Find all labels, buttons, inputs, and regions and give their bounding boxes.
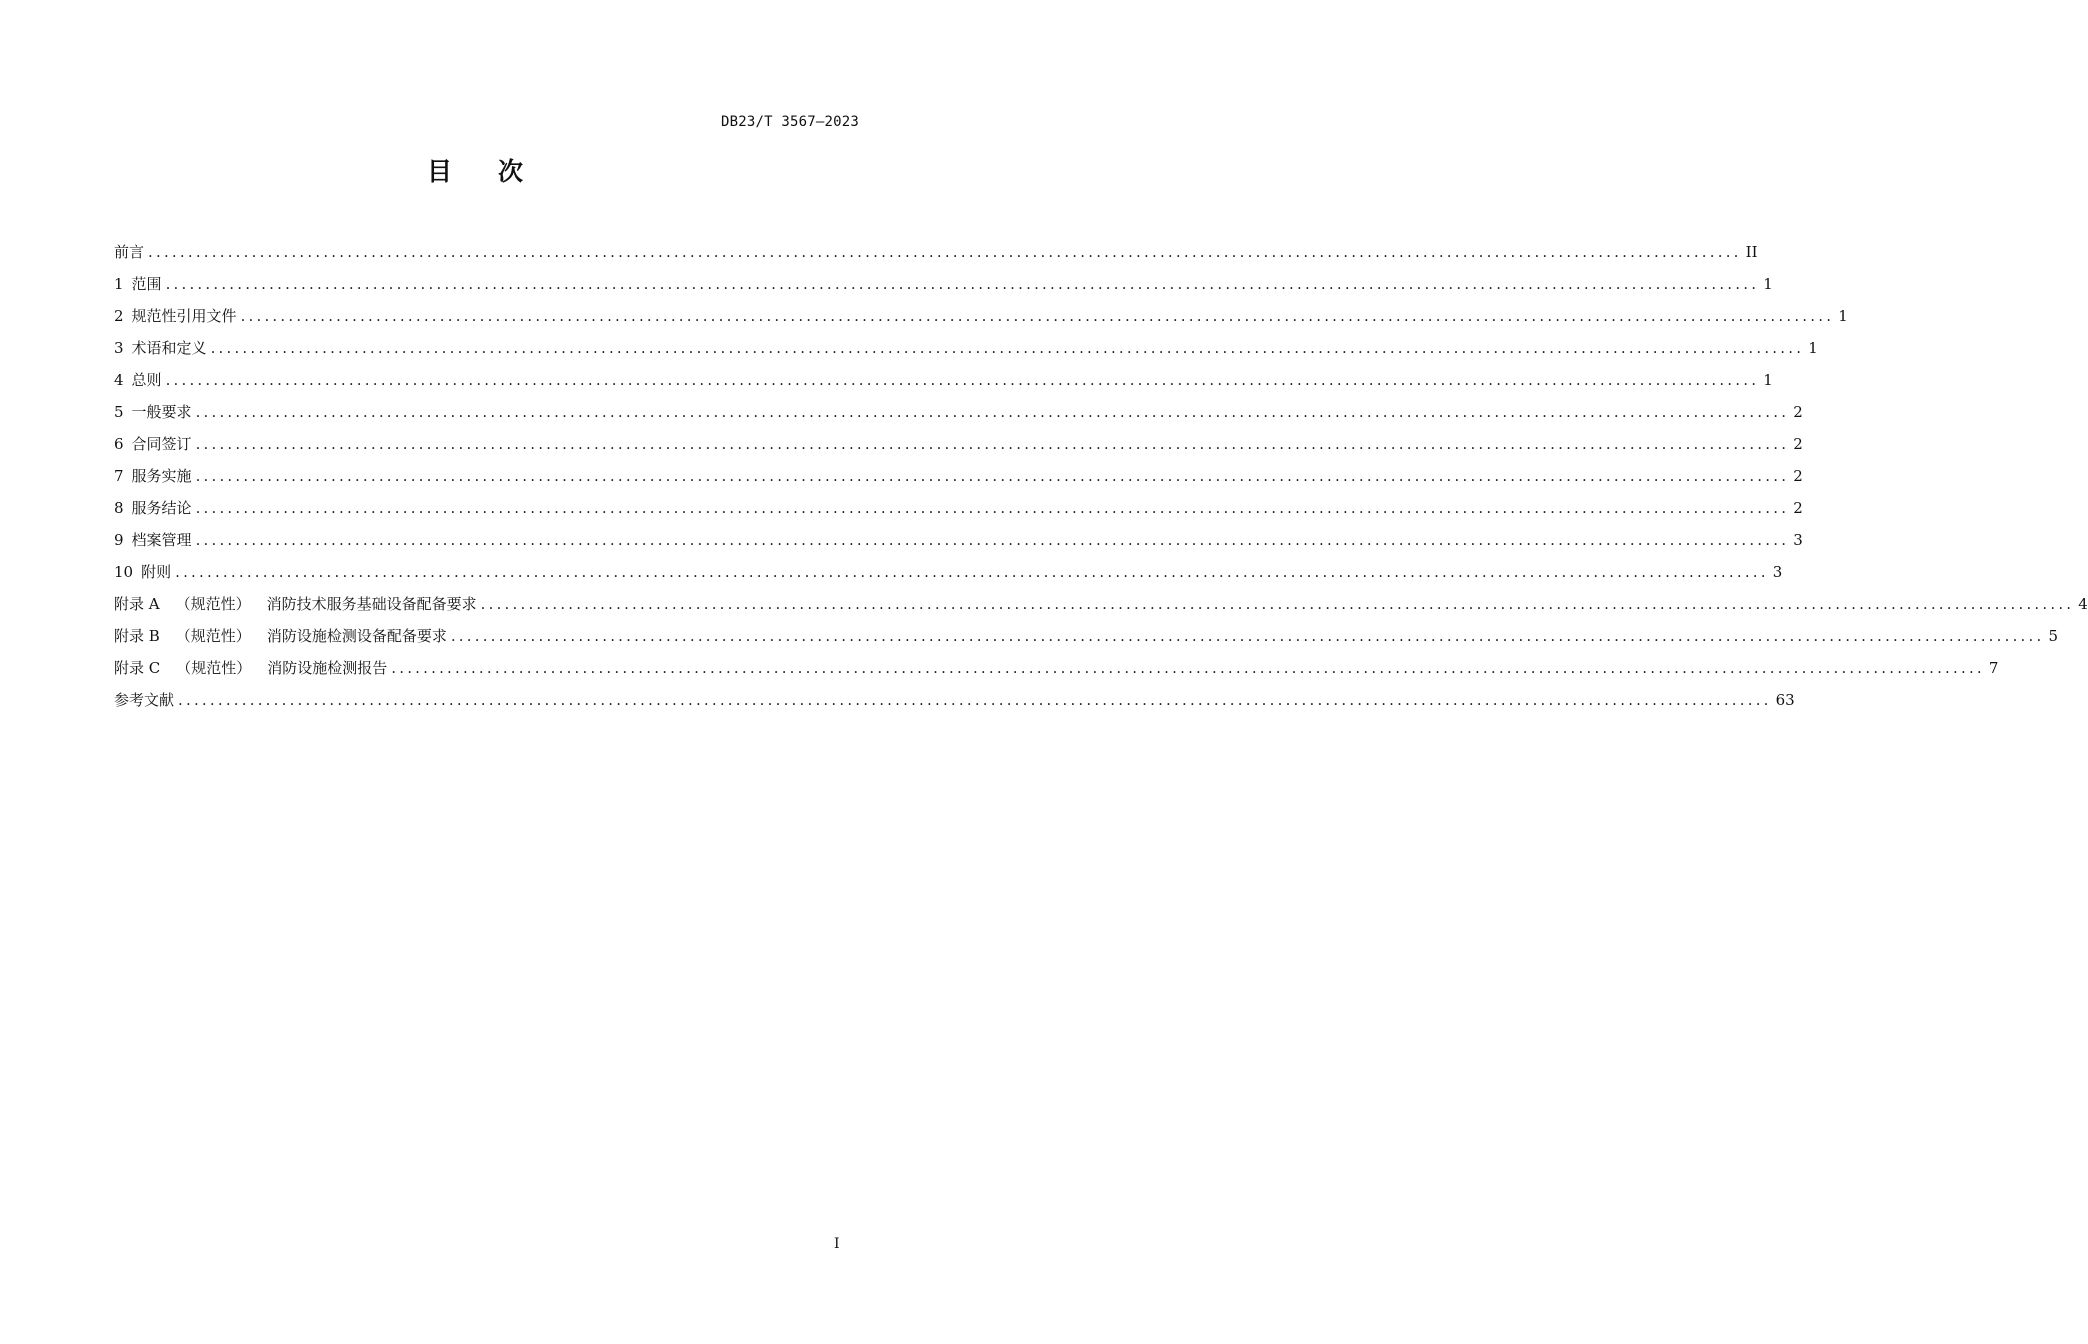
title-char-1: 目 [426,157,452,186]
toc-entry-page: 1 [1763,371,1773,389]
dot-leader: ........................................................................................................................................................................................................ [165,371,1760,389]
dot-leader: ........................................................................................................................................................................................................ [391,659,1985,677]
toc-entry-appendix-c[interactable] [114,652,1999,684]
toc-entry-page: 3 [1772,563,1783,581]
toc-entry-label [114,524,192,556]
toc-entry-archive-management[interactable] [114,524,1803,556]
toc-entry-title: 范围 [131,275,162,293]
dot-leader: ........................................................................................................................................................................................................ [195,435,1790,453]
table-of-contents [114,236,2088,716]
toc-entry-page: 4 [2078,595,2088,613]
toc-entry-terms-definitions[interactable] [114,332,1818,364]
dot-leader: ........................................................................................................................................................................................................ [175,563,1769,581]
toc-entry-bibliography[interactable] [114,684,1795,716]
toc-entry-general-requirements[interactable] [114,396,1803,428]
toc-entry-contract-signing[interactable] [114,428,1803,460]
toc-entry-tag: （规范性） [175,595,251,613]
toc-entry-page: II [1745,243,1758,261]
toc-entry-title: 附则 [141,563,172,581]
toc-entry-number: 附录 C [114,659,161,677]
toc-entry-appendix-b[interactable] [114,620,2058,652]
toc-entry-title: 总则 [131,371,162,389]
toc-entry-page: 7 [1988,659,1999,677]
dot-leader: ........................................................................................................................................................................................................ [480,595,2075,613]
toc-entry-label [114,620,447,652]
toc-entry-title: 一般要求 [131,403,192,421]
toc-entry-page: 3 [1793,531,1803,549]
page-title [0,152,950,188]
toc-entry-page: 2 [1793,467,1803,485]
toc-entry-label [114,492,192,524]
toc-entry-title: 参考文献 [114,691,175,709]
toc-entry-title: 前言 [114,243,145,261]
toc-entry-label [114,300,237,332]
toc-entry-scope[interactable] [114,268,1773,300]
dot-leader: ........................................................................................................................................................................................................ [195,499,1790,517]
toc-entry-label [114,364,162,396]
toc-entry-service-conclusion[interactable] [114,492,1803,524]
toc-entry-number: 10 [114,563,134,581]
toc-entry-label [114,268,162,300]
toc-entry-number: 5 [114,403,124,421]
toc-entry-title: 消防设施检测设备配备要求 [266,627,447,645]
toc-entry-label [114,652,387,684]
toc-entry-number: 4 [114,371,124,389]
toc-entry-supplementary-provisions[interactable] [114,556,1783,588]
toc-entry-page: 1 [1808,339,1818,357]
toc-entry-appendix-a[interactable] [114,588,2088,620]
toc-entry-number: 2 [114,307,124,325]
toc-entry-foreword[interactable] [114,236,1758,268]
toc-entry-label [114,236,144,268]
toc-entry-number: 8 [114,499,124,517]
toc-entry-label [114,588,477,620]
dot-leader: ........................................................................................................................................................................................................ [195,403,1790,421]
toc-entry-number: 1 [114,275,124,293]
toc-entry-page: 5 [2048,627,2058,645]
title-char-2: 次 [498,157,524,186]
toc-entry-page: 2 [1793,403,1803,421]
toc-entry-title: 档案管理 [131,531,192,549]
toc-entry-service-implementation[interactable] [114,460,1803,492]
toc-entry-number: 3 [114,339,124,357]
toc-entry-title: 服务结论 [131,499,192,517]
dot-leader: ........................................................................................................................................................................................................ [148,243,1742,261]
toc-entry-number: 附录 B [114,627,160,645]
toc-entry-page: 2 [1793,435,1803,453]
dot-leader: ........................................................................................................................................................................................................ [240,307,1835,325]
toc-entry-number: 9 [114,531,124,549]
toc-entry-page: 2 [1793,499,1803,517]
toc-entry-label [114,396,192,428]
toc-entry-title: 服务实施 [131,467,192,485]
toc-entry-general-principles[interactable] [114,364,1773,396]
toc-entry-page: 63 [1775,691,1795,709]
dot-leader: ........................................................................................................................................................................................................ [165,275,1760,293]
dot-leader: ........................................................................................................................................................................................................ [195,467,1790,485]
toc-entry-title: 消防技术服务基础设备配备要求 [266,595,477,613]
toc-entry-page: 1 [1838,307,1848,325]
toc-entry-label [114,684,174,716]
dot-leader: ........................................................................................................................................................................................................ [178,691,1772,709]
toc-entry-title: 规范性引用文件 [131,307,237,325]
toc-entry-number: 7 [114,467,124,485]
dot-leader: ........................................................................................................................................................................................................ [210,339,1805,357]
document-code: DB23/T 3567—2023 [720,114,859,130]
toc-entry-tag: （规范性） [176,659,252,677]
toc-entry-title: 术语和定义 [131,339,207,357]
toc-entry-title: 消防设施检测报告 [267,659,388,677]
toc-entry-page: 1 [1763,275,1773,293]
toc-entry-title: 合同签订 [131,435,192,453]
toc-entry-label [114,428,192,460]
toc-entry-tag: （规范性） [175,627,251,645]
dot-leader: ........................................................................................................................................................................................................ [450,627,2045,645]
dot-leader: ........................................................................................................................................................................................................ [195,531,1790,549]
toc-entry-normative-references[interactable] [114,300,1848,332]
toc-entry-number: 附录 A [114,595,160,613]
toc-entry-label [114,556,171,588]
toc-entry-number: 6 [114,435,124,453]
toc-entry-label [114,332,207,364]
toc-entry-label [114,460,192,492]
page-number: I [834,1236,840,1252]
